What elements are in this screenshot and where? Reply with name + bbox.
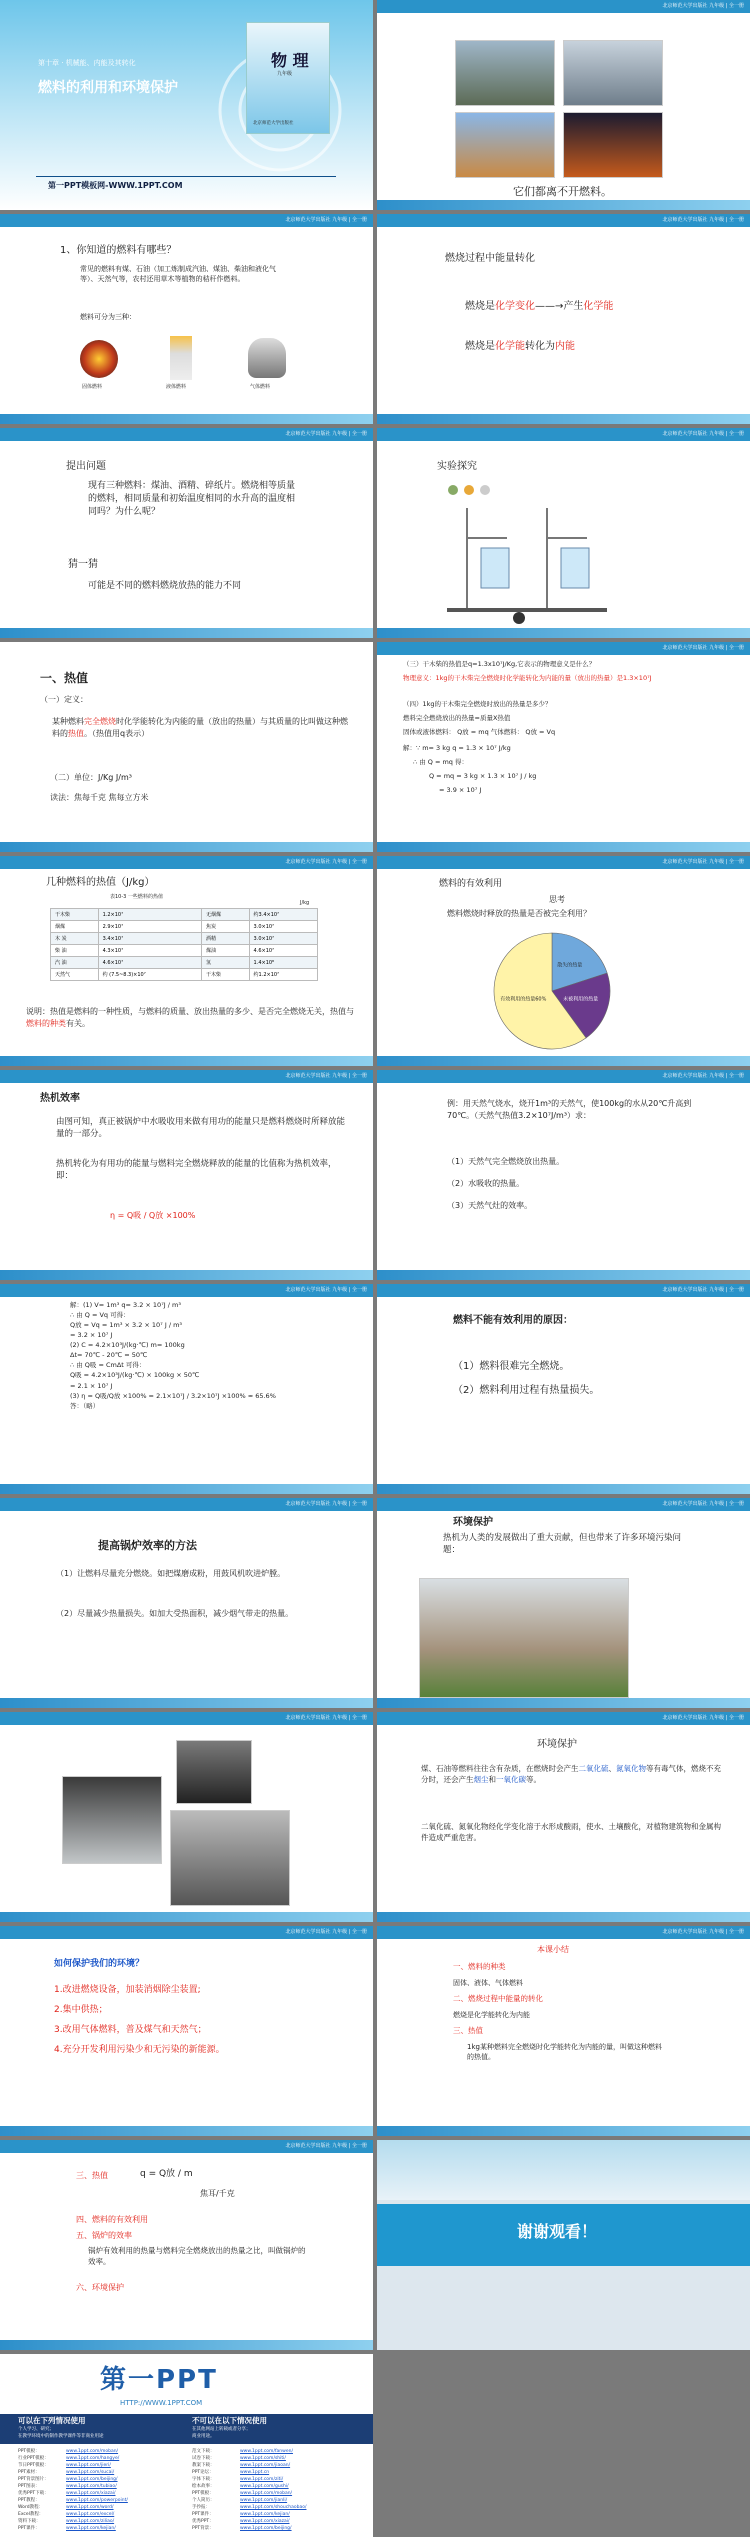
footer-links-left xyxy=(18,2448,188,2532)
caption: 它们都离不开燃料。 xyxy=(513,185,612,198)
heading: 热机效率 xyxy=(40,1093,80,1104)
footer-link[interactable]: PPT背景： www.1ppt.com/beijing/ xyxy=(192,2526,292,2531)
footer-link[interactable]: 节日PPT模板： www.1ppt.com/jieri/ xyxy=(18,2463,111,2468)
slide-title: 实验探究 xyxy=(437,461,477,472)
footer-link[interactable]: 绘本故事： www.1ppt.com/gushi/ xyxy=(192,2484,289,2489)
solution-line: ∴ 由 Q吸 = CmΔt 可得： xyxy=(70,1361,146,1370)
smokestack-photo xyxy=(62,1776,162,1864)
paragraph: 常见的燃料有煤、石油（加工炼制成汽油、煤油、柴油和液化气等）、天然气等，农村还用草木等植物的秸秆作燃料。 xyxy=(80,265,276,284)
paragraph: 现有三种燃料：煤油、酒精、碎纸片。燃烧相等质量的燃料，相同质量和初始温度相同的水升高的温度相同吗？为什么呢？ xyxy=(88,481,296,518)
heading: 环境保护 xyxy=(537,1739,577,1750)
pie-slice-label: 有效利用的热量60% xyxy=(500,996,547,1003)
table-cell: 无烟煤 xyxy=(201,909,249,921)
heading-2: 猜一猜 xyxy=(68,559,98,570)
table-row xyxy=(51,945,318,957)
heading: 环境保护 xyxy=(453,1517,493,1528)
solution-steps xyxy=(70,1300,360,1411)
solution-line: ∴ 由 Q = Vq 可得： xyxy=(70,1311,130,1320)
slide-9-table: 北京师范大学出版社 九年级 | 全一册 几种燃料的热值（J/kg） 表10-3 一些燃料的热值 J/kg 干木柴 1.2×10⁷ 无烟煤 约3.4×10⁷ 烟煤 2.9×10⁷ 焦炭 3.0×10⁷ 木 炭 3.4×10⁷ 酒精 3.0×10⁷ 柴 油 4.3×10⁷ 煤油 4.6×10⁷ 汽 油 4.6×10⁷ 氢 1.4×10⁸ 天然气 约 (7.5~8.3)×10⁷ 干木柴 约1.2×10⁷ 说明：热值是燃料的一种性质，与燃料的质量、放出热量的多少、是否完全燃烧无关，热值与燃料的种类有关。 xyxy=(0,856,373,1066)
heading: 一、热值 xyxy=(40,671,89,685)
slide-11-efficiency: 北京师范大学出版社 九年级 | 全一册 热机效率 由图可知，真正被锅炉中水吸收用来做有用功的能量只是燃料燃烧时所释放能量的一部分。 热机转化为有用功的能量与燃料完全燃烧释放的能量的比值称为热机效率，即： η = Q吸 / Q放 ×100% xyxy=(0,1070,373,1280)
thanks-text: 谢谢观看！ xyxy=(517,2222,598,2241)
slide-4-energy: 北京师范大学出版社 九年级 | 全一册 燃烧过程中能量转化 燃烧是化学变化——→产生化学能 燃烧是化学能转化为内能 xyxy=(377,214,750,424)
slide-6-experiment: 北京师范大学出版社 九年级 | 全一册 实验探究 xyxy=(377,428,750,638)
slide-1-title xyxy=(0,0,373,210)
table-cell: 3.0×10⁷ xyxy=(249,933,317,945)
slide-10-pie: 北京师范大学出版社 九年级 | 全一册 燃料的有效利用 思考 燃料燃烧时释放的热量是否被完全利用？ 散失的热量 未被利用的热量 有效利用的热量60% xyxy=(377,856,750,1066)
heading: 如何保护我们的环境？ xyxy=(54,1959,145,1969)
unit: （二）单位：J/Kg J/m³ xyxy=(50,773,132,782)
table-cell: 约3.4×10⁷ xyxy=(249,909,317,921)
reading: 读法：焦每千克 焦每立方米 xyxy=(50,793,149,802)
table-cell: 氢 xyxy=(201,957,249,969)
guess: 可能是不同的燃料燃烧放热的能力不同 xyxy=(88,581,242,591)
slide-18-pollutants: 北京师范大学出版社 九年级 | 全一册 环境保护 煤、石油等燃料往往含有杂质，在燃烧时会产生二氧化硫、氮氧化物等有毒气体，燃烧不充分时，还会产生烟尘和一氧化碳等。 二氧化硫、氮氧化物经化学变化溶于水形成酸雨，使水、土壤酸化，对植物建筑物和金属构件造成严重危害。 xyxy=(377,1712,750,1922)
gas-kettle-icon xyxy=(248,338,286,378)
footer-link[interactable]: 字体下载： www.1ppt.com/ziti/ xyxy=(192,2477,284,2482)
table-cell: 焦炭 xyxy=(201,921,249,933)
table-row xyxy=(51,933,318,945)
footer-link[interactable]: 行业PPT模板： www.1ppt.com/hangye/ xyxy=(18,2456,120,2461)
divider xyxy=(36,176,336,177)
slide-5-question: 北京师范大学出版社 九年级 | 全一册 提出问题 现有三种燃料：煤油、酒精、碎纸片。燃烧相等质量的燃料，相同质量和初始温度相同的水升高的温度相同吗？为什么呢？ 猜一猜 可能是不同的燃料燃烧放热的能力不同 xyxy=(0,428,373,638)
footer-link[interactable]: PPT模板： www.1ppt.com/moban/ xyxy=(192,2491,293,2496)
table-cell: 木 炭 xyxy=(51,933,99,945)
textbook-cover: 物 理 九年级 北京师范大学出版社 xyxy=(246,22,330,134)
heading: 提高锅炉效率的方法 xyxy=(98,1539,197,1552)
slide-17-photos: 北京师范大学出版社 九年级 | 全一册 xyxy=(0,1712,373,1922)
table-cell: 约1.2×10⁷ xyxy=(249,969,317,981)
table-cell: 汽 油 xyxy=(51,957,99,969)
table-cell: 柴 油 xyxy=(51,945,99,957)
question: 1、你知道的燃料有哪些？ xyxy=(60,245,177,256)
table-row xyxy=(51,957,318,969)
footer-link[interactable]: PPT论坛： www.1ppt.cn xyxy=(192,2470,270,2475)
table-cell: 干木柴 xyxy=(201,969,249,981)
footer-link[interactable]: 教案下载： www.1ppt.com/jiaoan/ xyxy=(192,2463,291,2468)
site-label: 第一PPT模板网-WWW.1PPT.COM xyxy=(48,181,183,190)
table-cell: 4.3×10⁷ xyxy=(98,945,201,957)
table-cell: 3.0×10⁷ xyxy=(249,921,317,933)
table-cell: 天然气 xyxy=(51,969,99,981)
solution-line: 答：（略） xyxy=(70,1401,100,1410)
slide-title: 燃烧过程中能量转化 xyxy=(445,253,535,264)
table-cell: 烟煤 xyxy=(51,921,99,933)
pollution-illustration xyxy=(419,1578,629,1698)
train-photo xyxy=(455,40,555,106)
exhaust-photo xyxy=(176,1740,252,1804)
table-cell: 干木柴 xyxy=(51,909,99,921)
table-cell: 2.9×10⁷ xyxy=(98,921,201,933)
slide-title: 燃料的有效利用 xyxy=(439,879,503,889)
heat-pie-chart xyxy=(487,926,617,1056)
heading: 提出问题 xyxy=(66,461,106,472)
table-row xyxy=(51,909,318,921)
efficiency-formula: η = Q吸 / Q放 ×100% xyxy=(110,1211,196,1220)
footer-link[interactable]: 手抄报： www.1ppt.com/shouchaobao/ xyxy=(192,2505,307,2510)
rocket-photo xyxy=(563,112,663,178)
pie-slice-label: 散失的热量 xyxy=(557,962,583,969)
heat-value-formula: q = Q放 / m xyxy=(140,2169,193,2179)
footer-link[interactable]: 范文下载： www.1ppt.com/fanwen/ xyxy=(192,2449,293,2454)
paragraph: 煤、石油等燃料往往含有杂质，在燃烧时会产生二氧化硫、氮氧化物等有毒气体，燃烧不充分时，还会产生烟尘和一氧化碳等。 xyxy=(421,1764,721,1784)
slide-8-meaning: 北京师范大学出版社 九年级 | 全一册 （三）干木柴的热值是q=1.3x10⁷J/Kg,它表示的物理意义是什么？ 物理意义：1kg的干木柴完全燃烧时化学能转化为内能的量（放出的热量）是1.3×10⁷J （四）1kg的干木柴完全燃烧时放出的热量是多少？ 燃料完全燃烧放出的热量=质量X热值 固体或液体燃料： Q放 = mq 气体燃料： Q放 = Vq 解：∵ m= 3 kg q = 1.3 × 10⁷ J/kg ∴ 由 Q = mq 得： Q = mq = 3 kg × 1.3 × 10⁷ J / kg = 3.9 × 10⁷ J xyxy=(377,642,750,852)
solution-line: = 3.2 × 10⁷ J xyxy=(70,1331,113,1340)
footer-link[interactable]: PPT背景图片： www.1ppt.com/beijing/ xyxy=(18,2477,118,2482)
table-cell: 约 (7.5~8.3)×10⁷ xyxy=(98,969,201,981)
footer-links-right xyxy=(192,2448,362,2532)
solution-line: 解：(1) V= 1m³ q= 3.2 × 10⁷J / m³ xyxy=(70,1301,181,1309)
solution-line: Q吸 = 4.2×10³J/(kg·℃) × 100kg × 50℃ xyxy=(70,1371,200,1380)
footer-url: HTTP://WWW.1PPT.COM xyxy=(120,2399,203,2407)
alcohol-lamp-icon xyxy=(170,336,192,380)
table-cell: 煤油 xyxy=(201,945,249,957)
footer-link[interactable]: PPT教程： www.1ppt.com/powerpoint/ xyxy=(18,2498,128,2503)
truck-photo xyxy=(563,40,663,106)
heading: 本课小结 xyxy=(537,1945,569,1954)
heading: 燃料不能有效利用的原因： xyxy=(453,1315,573,1326)
slide-7-heat-value xyxy=(0,642,373,852)
solution-line: Q放 = Vq = 1m³ × 3.2 × 10⁷ J / m³ xyxy=(70,1321,183,1330)
footer-link[interactable]: 个人简历： www.1ppt.com/jianli/ xyxy=(192,2498,288,2503)
solution-line: (2) C = 4.2×10³J/(kg·℃) m= 100kg xyxy=(70,1341,185,1350)
note: 说明：热值是燃料的一种性质，与燃料的质量、放出热量的多少、是否完全燃烧无关，热值与燃料的种类有关。 xyxy=(26,1007,354,1028)
slide-title: 几种燃料的热值（J/kg） xyxy=(46,877,155,888)
statement-2: 燃烧是化学能转化为内能 xyxy=(465,341,575,352)
table-row xyxy=(51,921,318,933)
experiment-apparatus xyxy=(437,478,607,628)
footer-link[interactable]: PPT课件： www.1ppt.com/kejian/ xyxy=(18,2526,116,2531)
footer-link[interactable]: PPT素材： www.1ppt.com/sucai/ xyxy=(18,2470,115,2475)
solution-line: Δt= 70℃ - 20℃ = 50℃ xyxy=(70,1351,148,1360)
paragraph-2: 燃料可分为三种： xyxy=(80,313,136,321)
definition-label: （一）定义： xyxy=(40,695,88,704)
slide-14-reasons: 北京师范大学出版社 九年级 | 全一册 燃料不能有效利用的原因： （1）燃料很难完全燃烧。 （2）燃料利用过程有热量损失。 xyxy=(377,1284,750,1494)
solution-line: (3) η = Q吸/Q放 ×100% = 2.1×10⁷J / 3.2×10⁷J ×100% ≈ 65.6% xyxy=(70,1391,276,1400)
slide-12-example: 北京师范大学出版社 九年级 | 全一册 例：用天然气烧水，烧开1m³的天然气，使100kg的水从20℃升高到70℃。（天然气热值3.2×10⁷J/m³）求： （1）天然气完全燃烧放出热量。 （2）水吸收的热量。 （3）天然气灶的效率。 xyxy=(377,1070,750,1280)
table-cell: 1.2×10⁷ xyxy=(98,909,201,921)
footer-link[interactable]: PPT课件： www.1ppt.com/kejian/ xyxy=(192,2512,290,2517)
footer-panel: 第一PPT HTTP://WWW.1PPT.COM 可以在下列情况使用 个人学习、研究； 在教学环境中的制作教学课件等非商业用途 不可以在以下情况使用 在其他网站上转载或者分享； 商业用途。 PPT模板： www.1ppt.com/moban/ 行业PPT模板： www.1ppt.com/hangye/ 节日PPT模板： www.1ppt.com/jieri/ PPT素材： www.1ppt.com/sucai/ PPT背景图片： www.1ppt.com/beijing/ PPT图表： www.1ppt.com/tubiao/ 优秀PPT下载： www.1ppt.com/xiazai/ PPT教程： www.1ppt.com/powerpoint/ Word教程： www.1ppt.com/word/ Excel教程： www.1ppt.com/excel/ 资料下载： www.1ppt.com/ziliao/ PPT课件： www.1ppt.com/kejian/ 范文下载： www.1ppt.com/fanwen/ 试卷下载： www.1ppt.com/shiti/ 教案下载： www.1ppt.com/jiaoan/ PPT论坛： www.1ppt.cn 字体下载： www.1ppt.com/ziti/ 绘本故事： www.1ppt.com/gushi/ PPT模板： www.1ppt.com/moban/ 个人简历： www.1ppt.com/jianli/ 手抄报： www.1ppt.com/shouchaobao/ PPT课件： www.1ppt.com/kejian/ 优秀PPT： www.1ppt.com/xiazai/ PPT背景： www.1ppt.com/beijing/ xyxy=(0,2354,373,2537)
slide-3-fuels: 北京师范大学出版社 九年级 | 全一册 1、你知道的燃料有哪些？ 常见的燃料有煤、石油（加工炼制成汽油、煤油、柴油和液化气等）、天然气等，农村还用草木等植物的秸秆作燃料。 燃料可分为三种： 固体燃料 液体燃料 气体燃料 xyxy=(0,214,373,424)
footer-link[interactable]: PPT图表： www.1ppt.com/tubiao/ xyxy=(18,2484,117,2489)
table-row xyxy=(51,969,318,981)
factory-photo xyxy=(170,1810,290,1906)
pie-slice-label: 未被利用的热量 xyxy=(563,996,599,1003)
slide-20-summary: 北京师范大学出版社 九年级 | 全一册 本课小结 一、燃料的种类 固体、液体、气体燃料 二、燃烧过程中能量的转化 燃烧是化学能转化为内能 三、热值 1kg某种燃料完全燃烧时化学能转化为内能的量，叫做这种燃料的热值。 xyxy=(377,1926,750,2136)
table-cell: 1.4×10⁸ xyxy=(249,957,317,969)
definition: 某种燃料完全燃烧时化学能转化为内能的量（放出的热量）与其质量的比叫做这种燃料的热值。（热值用q表示） xyxy=(52,717,348,738)
footer-link[interactable]: Word教程： www.1ppt.com/word/ xyxy=(18,2505,114,2510)
slide-title: 燃料的利用和环境保护 xyxy=(38,80,178,96)
slide-13-solution: 北京师范大学出版社 九年级 | 全一册 解：(1) V= 1m³ q= 3.2 × 10⁷J / m³ ∴ 由 Q = Vq 可得： Q放 = Vq = 1m³ × 3.2 × 10⁷ J / m³ = 3.2 × 10⁷ J (2) C = 4.2×10³J/(kg·℃) m= 100kg Δt= 70℃ - 20℃ = 50℃ ∴ 由 Q吸 = CmΔt 可得： Q吸 = 4.2×10³J/(kg·℃) × 100kg × 50℃ = 2.1 × 10⁷ J (3) η = Q吸/Q放 ×100% = 2.1×10⁷J / 3.2×10⁷J ×100% ≈ 65.6% 答：（略） xyxy=(0,1284,373,1494)
table-cell: 4.6×10⁷ xyxy=(98,957,201,969)
coal-fire-icon xyxy=(80,340,118,378)
footer-link[interactable]: 试卷下载： www.1ppt.com/shiti/ xyxy=(192,2456,286,2461)
footer-link[interactable]: 资料下载： www.1ppt.com/ziliao/ xyxy=(18,2519,115,2524)
airplane-photo xyxy=(455,112,555,178)
solution-line: = 2.1 × 10⁷ J xyxy=(70,1381,113,1390)
footer-link[interactable]: Excel教程： www.1ppt.com/excel/ xyxy=(18,2512,115,2517)
chapter-label: 第十章 · 机械能、内能及其转化 xyxy=(38,59,136,67)
heat-value-table xyxy=(50,908,318,981)
footer-link[interactable]: PPT模板： www.1ppt.com/moban/ xyxy=(18,2449,119,2454)
slide-22-thanks xyxy=(377,2140,750,2350)
table-cell: 3.4×10⁷ xyxy=(98,933,201,945)
footer-link[interactable]: 优秀PPT下载： www.1ppt.com/xiazai/ xyxy=(18,2491,116,2496)
footer-link[interactable]: 优秀PPT： www.1ppt.com/xiazai/ xyxy=(192,2519,290,2524)
footer-logo: 第一PPT xyxy=(100,2365,218,2395)
slide-2-photos: 北京师范大学出版社 九年级 | 全一册 它们都离不开燃料。 xyxy=(377,0,750,210)
slide-21-summary-2: 北京师范大学出版社 九年级 | 全一册 三、热值 q = Q放 / m 焦耳/千克 四、燃料的有效利用 五、锅炉的效率 锅炉有效利用的热量与燃料完全燃烧放出的热量之比，叫做锅炉的效率。 六、环境保护 xyxy=(0,2140,373,2350)
table-cell: 酒精 xyxy=(201,933,249,945)
statement-1: 燃烧是化学变化——→产生化学能 xyxy=(465,301,614,312)
slide-15-methods: 北京师范大学出版社 九年级 | 全一册 提高锅炉效率的方法 （1）让燃料尽量充分燃烧。如把煤磨成粉，用鼓风机吹进炉膛。 （2）尽量减少热量损失。如加大受热面积，减少烟气带走的热量。 xyxy=(0,1498,373,1708)
slide-16-environment: 北京师范大学出版社 九年级 | 全一册 环境保护 热机为人类的发展做出了重大贡献，但也带来了许多环境污染问题： xyxy=(377,1498,750,1708)
table-cell: 4.6×10⁷ xyxy=(249,945,317,957)
slide-19-protect: 北京师范大学出版社 九年级 | 全一册 如何保护我们的环境？ 1.改进燃烧设备，加装消烟除尘装置; 2.集中供热； 3.改用气体燃料，普及煤气和天然气； 4.充分开发利用污染少和无污染的新能源。 xyxy=(0,1926,373,2136)
